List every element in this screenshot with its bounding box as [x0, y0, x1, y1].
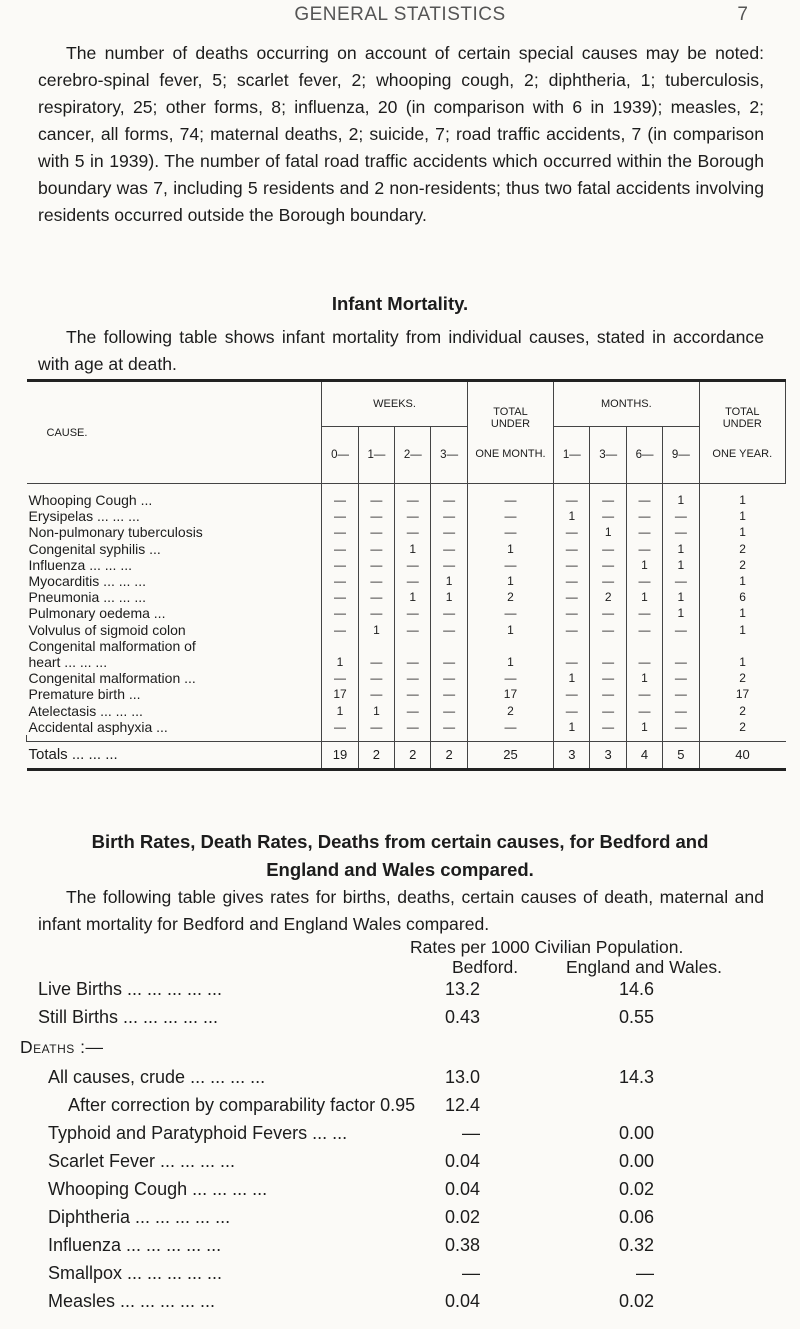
months-value-cell: [590, 638, 626, 654]
total-month-header: [467, 381, 553, 484]
weeks-value-cell: —: [358, 484, 394, 509]
months-value-cell: 1: [590, 524, 626, 540]
months-value-cell: 1: [626, 589, 662, 605]
total-month-cell: —: [467, 524, 553, 540]
months-group-header: MONTHS.: [554, 381, 699, 427]
months-value-cell: —: [663, 524, 699, 540]
rates-row-label: Measles ... ... ... ... ...: [48, 1291, 216, 1311]
total-month-cell: —: [467, 719, 553, 735]
cause-cell: Congenital syphilis ...: [28, 540, 161, 557]
cause-cell: heart ... ... ...: [28, 653, 108, 670]
weeks-value-cell: —: [358, 508, 394, 524]
england-wales-value: 0.00: [618, 1151, 654, 1171]
months-value-cell: [626, 638, 662, 654]
rates-row: [0, 979, 800, 1005]
total-month-cell: —: [467, 484, 553, 509]
total-month-cell: 1: [467, 622, 553, 638]
months-value-cell: —: [663, 670, 699, 686]
weeks-value-cell: —: [395, 605, 431, 621]
weeks-value-cell: 2: [431, 741, 467, 769]
page-number: 7: [737, 4, 748, 25]
months-value-cell: 3: [590, 741, 626, 769]
rates-row-label: Whooping Cough ... ... ... ...: [48, 1179, 268, 1199]
england-wales-value: —: [636, 1263, 654, 1283]
table-row: [27, 719, 786, 735]
table-row: [27, 638, 786, 654]
bedford-value: 0.43: [444, 1007, 480, 1027]
weeks-value-cell: —: [431, 686, 467, 702]
total-year-cell: 1: [699, 605, 785, 621]
rates-row-label: Influenza ... ... ... ... ...: [48, 1235, 222, 1255]
cause-cell: Whooping Cough ...: [28, 492, 153, 509]
weeks-value-cell: [322, 638, 358, 654]
england-wales-value: 0.55: [618, 1007, 654, 1027]
weeks-value-cell: —: [322, 541, 358, 557]
total-month-header-line2: ONE MONTH.: [475, 447, 546, 460]
total-year-cell: 2: [699, 719, 785, 735]
rates-row-label: Scarlet Fever ... ... ... ...: [48, 1151, 236, 1171]
rates-row-label: Smallpox ... ... ... ... ...: [48, 1263, 223, 1283]
total-year-cell: 2: [699, 541, 785, 557]
total-month-cell: 25: [467, 741, 553, 769]
bedford-value: —: [462, 1263, 480, 1283]
weeks-value-cell: 1: [431, 589, 467, 605]
cause-cell: Premature birth ...: [28, 686, 141, 703]
weeks-value-cell: 1: [395, 541, 431, 557]
months-value-cell: —: [554, 524, 590, 540]
weeks-value-cell: —: [431, 702, 467, 718]
weeks-value-cell: —: [358, 541, 394, 557]
weeks-value-cell: 1: [358, 702, 394, 718]
months-value-cell: —: [663, 573, 699, 589]
total-month-cell: —: [467, 557, 553, 573]
months-value-cell: —: [590, 605, 626, 621]
weeks-value-cell: —: [358, 557, 394, 573]
england-wales-value: 0.06: [618, 1207, 654, 1227]
months-value-cell: —: [590, 541, 626, 557]
months-value-cell: —: [590, 622, 626, 638]
rates-row-label: Diphtheria ... ... ... ... ...: [48, 1207, 231, 1227]
months-value-cell: —: [590, 719, 626, 735]
total-month-cell: —: [467, 670, 553, 686]
months-value-cell: 1: [663, 589, 699, 605]
bedford-value: 12.4: [444, 1095, 480, 1115]
england-wales-value: 0.00: [618, 1123, 654, 1143]
weeks-value-cell: —: [395, 719, 431, 735]
weeks-value-cell: —: [322, 508, 358, 524]
months-value-cell: —: [554, 589, 590, 605]
weeks-value-cell: —: [395, 654, 431, 670]
weeks-value-cell: —: [431, 719, 467, 735]
months-value-cell: —: [554, 557, 590, 573]
weeks-value-cell: —: [431, 541, 467, 557]
cause-cell: Totals ... ... ...: [27, 741, 322, 769]
total-month-cell: —: [467, 605, 553, 621]
bedford-value: 0.04: [444, 1291, 480, 1311]
months-value-cell: —: [554, 605, 590, 621]
total-month-cell: 2: [467, 589, 553, 605]
weeks-subheader: 3—: [431, 427, 467, 484]
rates-row-label: All causes, crude ... ... ... ...: [48, 1067, 266, 1087]
weeks-value-cell: —: [358, 605, 394, 621]
months-value-cell: 1: [554, 719, 590, 735]
months-value-cell: —: [590, 670, 626, 686]
months-value-cell: —: [626, 654, 662, 670]
months-value-cell: —: [590, 686, 626, 702]
months-value-cell: —: [663, 719, 699, 735]
months-value-cell: —: [554, 686, 590, 702]
months-value-cell: —: [626, 702, 662, 718]
months-value-cell: 1: [663, 605, 699, 621]
months-value-cell: —: [663, 686, 699, 702]
total-year-cell: 2: [699, 557, 785, 573]
weeks-value-cell: —: [431, 605, 467, 621]
months-value-cell: —: [554, 654, 590, 670]
england-wales-value: 0.32: [618, 1235, 654, 1255]
bedford-value: 0.04: [444, 1151, 480, 1171]
total-year-cell: 1: [699, 573, 785, 589]
running-title: GENERAL STATISTICS: [294, 4, 506, 25]
cause-cell: Non-pulmonary tuberculosis: [28, 524, 203, 541]
weeks-value-cell: —: [395, 484, 431, 509]
weeks-value-cell: —: [358, 589, 394, 605]
table-row: [27, 702, 786, 718]
deaths-heading: Deaths :—: [20, 1037, 104, 1057]
total-year-cell: 40: [699, 741, 785, 769]
infant-mortality-table: [26, 379, 786, 771]
bedford-value: 0.38: [444, 1235, 480, 1255]
total-year-header-line1: TOTAL UNDER: [722, 405, 762, 430]
weeks-value-cell: 1: [395, 589, 431, 605]
bedford-value: 0.04: [444, 1179, 480, 1199]
table-row: [27, 557, 786, 573]
months-value-cell: —: [554, 484, 590, 509]
weeks-subheader: 1—: [358, 427, 394, 484]
page-header: [0, 4, 800, 34]
england-wales-value: 0.02: [618, 1179, 654, 1199]
total-year-cell: [699, 638, 785, 654]
months-value-cell: —: [626, 484, 662, 509]
months-value-cell: [554, 638, 590, 654]
rates-row: [0, 1179, 800, 1205]
cause-cell: Atelectasis ... ... ...: [28, 702, 143, 719]
months-value-cell: 3: [554, 741, 590, 769]
table-row: [27, 654, 786, 670]
months-subheader: 6—: [626, 427, 662, 484]
months-value-cell: 2: [590, 589, 626, 605]
rates-section-paragraph: The following table gives rates for births, deaths, certain causes of death, maternal and infant mortality for Bedford and England Wales compared.: [38, 887, 764, 934]
months-value-cell: —: [590, 557, 626, 573]
weeks-value-cell: —: [431, 670, 467, 686]
total-year-header: [699, 381, 785, 484]
bedford-value: —: [462, 1123, 480, 1143]
rates-row: [0, 1123, 800, 1149]
months-value-cell: —: [554, 573, 590, 589]
weeks-value-cell: —: [322, 524, 358, 540]
rates-row: [0, 1207, 800, 1233]
table-row: [27, 484, 786, 509]
table-row: [27, 670, 786, 686]
weeks-value-cell: 2: [395, 741, 431, 769]
weeks-value-cell: —: [322, 589, 358, 605]
months-subheader: 1—: [554, 427, 590, 484]
weeks-value-cell: —: [322, 670, 358, 686]
weeks-value-cell: —: [358, 719, 394, 735]
months-value-cell: —: [554, 541, 590, 557]
bedford-value: 13.0: [444, 1067, 480, 1087]
table-row: [27, 605, 786, 621]
weeks-value-cell: —: [358, 573, 394, 589]
weeks-value-cell: 2: [358, 741, 394, 769]
weeks-value-cell: —: [358, 524, 394, 540]
weeks-value-cell: [431, 638, 467, 654]
months-value-cell: —: [626, 508, 662, 524]
weeks-value-cell: —: [358, 670, 394, 686]
total-year-cell: 1: [699, 524, 785, 540]
total-month-cell: —: [467, 508, 553, 524]
weeks-value-cell: —: [395, 622, 431, 638]
england-wales-value: 0.02: [618, 1291, 654, 1311]
months-value-cell: 1: [663, 557, 699, 573]
months-value-cell: —: [663, 702, 699, 718]
months-value-cell: —: [626, 541, 662, 557]
weeks-value-cell: [358, 638, 394, 654]
weeks-value-cell: 1: [322, 702, 358, 718]
months-value-cell: 5: [663, 741, 699, 769]
total-month-cell: 1: [467, 654, 553, 670]
table-row: [27, 508, 786, 524]
england-wales-column-header: England and Wales.: [566, 957, 722, 977]
weeks-value-cell: —: [322, 719, 358, 735]
table-row: [27, 622, 786, 638]
total-month-cell: 1: [467, 541, 553, 557]
weeks-value-cell: —: [395, 686, 431, 702]
months-value-cell: —: [663, 654, 699, 670]
rates-row: [0, 1151, 800, 1177]
bedford-value: 0.02: [444, 1207, 480, 1227]
infant-mortality-paragraph: The following table shows infant mortality from individual causes, stated in accordance with age at death.: [38, 327, 764, 374]
weeks-subheader: 2—: [395, 427, 431, 484]
months-value-cell: —: [663, 622, 699, 638]
weeks-value-cell: 1: [431, 573, 467, 589]
total-year-cell: 1: [699, 508, 785, 524]
months-subheader: 3—: [590, 427, 626, 484]
weeks-value-cell: —: [395, 670, 431, 686]
total-month-cell: [467, 638, 553, 654]
rates-row-label: Live Births ... ... ... ... ...: [38, 979, 223, 999]
weeks-value-cell: —: [322, 557, 358, 573]
rates-row: [0, 1263, 800, 1289]
months-value-cell: 1: [663, 541, 699, 557]
england-wales-value: 14.3: [618, 1067, 654, 1087]
months-value-cell: —: [663, 508, 699, 524]
weeks-value-cell: 1: [358, 622, 394, 638]
months-value-cell: [663, 638, 699, 654]
rates-row: [0, 1095, 800, 1121]
weeks-value-cell: —: [431, 524, 467, 540]
cause-cell: Congenital malformation ...: [28, 670, 196, 687]
cause-cell: Pneumonia ... ... ...: [28, 589, 147, 606]
table-row: [27, 686, 786, 702]
weeks-value-cell: —: [431, 557, 467, 573]
infant-mortality-table-wrap: [26, 379, 786, 771]
england-wales-value: 14.6: [618, 979, 654, 999]
weeks-value-cell: —: [395, 702, 431, 718]
total-year-cell: 1: [699, 622, 785, 638]
total-year-cell: 6: [699, 589, 785, 605]
cause-cell: Influenza ... ... ...: [28, 556, 132, 573]
weeks-group-header: WEEKS.: [322, 381, 468, 427]
months-value-cell: —: [554, 702, 590, 718]
cause-cell: Accidental asphyxia ...: [28, 718, 168, 735]
bedford-column-header: Bedford.: [452, 957, 519, 977]
weeks-value-cell: —: [322, 484, 358, 509]
rates-row-label: After correction by comparability factor 0.95: [68, 1095, 416, 1115]
cause-cell: Pulmonary oedema ...: [28, 605, 166, 622]
weeks-value-cell: —: [358, 686, 394, 702]
weeks-value-cell: —: [431, 484, 467, 509]
weeks-value-cell: 1: [322, 654, 358, 670]
months-value-cell: 1: [554, 670, 590, 686]
weeks-value-cell: —: [431, 508, 467, 524]
weeks-value-cell: [395, 638, 431, 654]
total-year-cell: 2: [699, 670, 785, 686]
weeks-value-cell: 17: [322, 686, 358, 702]
total-month-cell: 2: [467, 702, 553, 718]
months-value-cell: —: [626, 573, 662, 589]
months-value-cell: —: [626, 524, 662, 540]
months-value-cell: —: [626, 622, 662, 638]
total-year-cell: 17: [699, 686, 785, 702]
weeks-value-cell: —: [395, 508, 431, 524]
months-value-cell: 1: [626, 557, 662, 573]
weeks-value-cell: —: [431, 622, 467, 638]
totals-row: [27, 741, 786, 769]
total-year-cell: 1: [699, 654, 785, 670]
months-subheader: 9—: [663, 427, 699, 484]
total-year-cell: 1: [699, 484, 785, 509]
months-value-cell: —: [554, 622, 590, 638]
weeks-value-cell: —: [358, 654, 394, 670]
weeks-value-cell: —: [322, 605, 358, 621]
total-month-header-line1: TOTAL UNDER: [490, 405, 531, 430]
months-value-cell: 1: [626, 670, 662, 686]
months-value-cell: —: [590, 573, 626, 589]
infant-mortality-title: Infant Mortality.: [331, 293, 469, 314]
weeks-value-cell: —: [395, 573, 431, 589]
months-value-cell: —: [626, 686, 662, 702]
months-value-cell: —: [590, 702, 626, 718]
months-value-cell: 1: [554, 508, 590, 524]
total-year-cell: 2: [699, 702, 785, 718]
total-year-header-line2: ONE YEAR.: [712, 447, 773, 460]
weeks-value-cell: —: [395, 557, 431, 573]
table-row: [27, 524, 786, 540]
table-row: [27, 541, 786, 557]
rates-row: [0, 1291, 800, 1317]
weeks-value-cell: —: [322, 622, 358, 638]
cause-cell: Erysipelas ... ... ...: [28, 508, 140, 525]
rates-header: Rates per 1000 Civilian Population.: [410, 937, 684, 957]
weeks-value-cell: —: [395, 524, 431, 540]
table-row: [27, 573, 786, 589]
total-month-cell: 17: [467, 686, 553, 702]
cause-cell: Congenital malformation of: [28, 637, 196, 654]
rates-section-title-line1: Birth Rates, Death Rates, Deaths from certain causes, for Bedford and: [91, 831, 709, 852]
weeks-value-cell: —: [431, 654, 467, 670]
rates-row-label: Still Births ... ... ... ... ...: [38, 1007, 219, 1027]
months-value-cell: 1: [626, 719, 662, 735]
weeks-value-cell: 19: [322, 741, 358, 769]
months-value-cell: 4: [626, 741, 662, 769]
bedford-value: 13.2: [444, 979, 480, 999]
cause-cell: Myocarditis ... ... ...: [28, 573, 146, 590]
cause-column-header: CAUSE.: [27, 381, 322, 484]
months-value-cell: 1: [663, 484, 699, 509]
table-row: [27, 589, 786, 605]
weeks-subheader: 0—: [322, 427, 358, 484]
months-value-cell: —: [590, 654, 626, 670]
rates-row-label: Typhoid and Paratyphoid Fevers ... ...: [48, 1123, 348, 1143]
rates-row: [0, 1067, 800, 1093]
months-value-cell: —: [590, 508, 626, 524]
cause-cell: Volvulus of sigmoid colon: [28, 621, 186, 638]
months-value-cell: —: [626, 605, 662, 621]
intro-paragraph: The number of deaths occurring on account of certain special causes may be noted: cerebro-spinal fever, 5; scarlet fever, 2; whooping cough, 2; diphtheria, 1; tuberculosis, respiratory, 25; other forms, 8; influenza, 20 (in comparison with 6 in 1939); measles, 2; cancer, all forms, 74; maternal deaths, 2; suicide, 7; road traffic accidents, 7 (in comparison with 5 in 1939). The number of fatal road traffic accidents which occurred within the Borough boundary was 7, including 5 residents and 2 non-residents; thus two fatal accidents involving residents occurred outside the Borough boundary.: [38, 43, 764, 225]
rates-row: [0, 1007, 800, 1033]
total-month-cell: 1: [467, 573, 553, 589]
weeks-value-cell: —: [322, 573, 358, 589]
rates-row: [0, 1235, 800, 1261]
months-value-cell: —: [590, 484, 626, 509]
rates-section-title-line2: England and Wales compared.: [266, 859, 534, 880]
